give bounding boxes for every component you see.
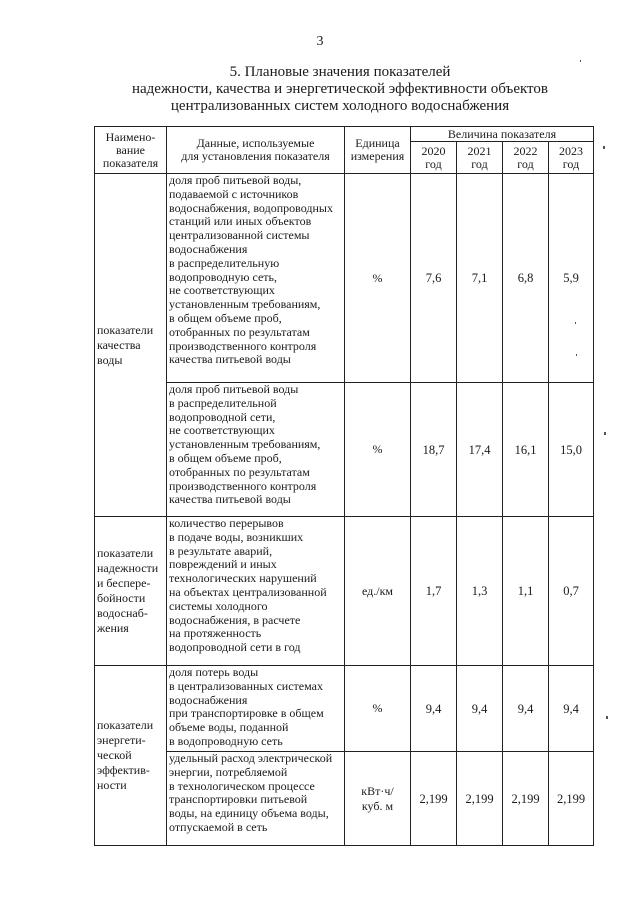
table-row bbox=[95, 383, 594, 517]
table-row bbox=[95, 752, 594, 846]
scan-speck bbox=[603, 146, 605, 149]
table-heading bbox=[90, 64, 590, 115]
row-data-description: доля потерь воды в централизованных системах водоснабжения при транспортировке в общем объеме воды, поданной в водопроводную сеть bbox=[167, 666, 345, 752]
header-data-used: Данные, используемые для установления показателя bbox=[167, 127, 345, 174]
row-unit: ед./км bbox=[345, 517, 411, 666]
row-value-2023: 9,4 bbox=[549, 666, 594, 752]
table-row bbox=[95, 666, 594, 752]
row-value-2021: 2,199 bbox=[457, 752, 503, 846]
row-value-2022: 6,8 bbox=[503, 174, 549, 383]
header-year-2021: 2021 год bbox=[457, 142, 503, 174]
group-label-reliability: показатели надежности и беспере- бойности водоснаб- жения bbox=[95, 517, 167, 666]
header-indicator-name: Наимено- вание показателя bbox=[95, 127, 167, 174]
table-row bbox=[95, 517, 594, 666]
group-label-water-quality: показатели качества воды bbox=[95, 174, 167, 517]
scan-speck bbox=[606, 716, 608, 719]
row-value-2020: 7,6 bbox=[411, 174, 457, 383]
row-value-2021: 1,3 bbox=[457, 517, 503, 666]
header-indicator-value: Величина показателя bbox=[411, 127, 594, 142]
row-value-2020: 1,7 bbox=[411, 517, 457, 666]
row-value-2023: 15,0 bbox=[549, 383, 594, 517]
heading-line-1: 5. Плановые значения показателей bbox=[229, 64, 451, 80]
row-value-2020: 2,199 bbox=[411, 752, 457, 846]
header-year-2022: 2022 год bbox=[503, 142, 549, 174]
scan-speck bbox=[576, 354, 577, 356]
row-value-2022: 2,199 bbox=[503, 752, 549, 846]
heading-line-2: надежности, качества и энергетической эффективности объектов bbox=[131, 81, 548, 97]
page-number: 3 bbox=[316, 34, 324, 49]
header-year-2020: 2020 год bbox=[411, 142, 457, 174]
row-data-description: удельный расход электрической энергии, потребляемой в технологическом процессе транспортировки питьевой воды, на единицу объема воды, отпускаемой в сеть bbox=[167, 752, 345, 846]
row-data-description: доля проб питьевой воды, подаваемой с источников водоснабжения, водопроводных станций или иных объектов централизованной системы водоснабжения в распределительную водопроводную сеть, не соответствующих установленным требованиям, в общем объеме проб, отобранных по результатам производственного контроля качества питьевой воды bbox=[167, 174, 345, 383]
header-year-2023: 2023 год bbox=[549, 142, 594, 174]
scan-speck bbox=[580, 60, 581, 62]
scan-speck bbox=[575, 322, 576, 324]
row-value-2022: 1,1 bbox=[503, 517, 549, 666]
row-value-2020: 9,4 bbox=[411, 666, 457, 752]
row-unit: % bbox=[345, 174, 411, 383]
row-data-description: количество перерывов в подаче воды, возникших в результате аварий, повреждений и иных технологических нарушений на объектах централизованной системы холодного водоснабжения, в расчете на протяженность водопроводной сети в год bbox=[167, 517, 345, 666]
row-unit: % bbox=[345, 666, 411, 752]
indicators-table bbox=[94, 126, 594, 846]
row-value-2022: 9,4 bbox=[503, 666, 549, 752]
group-label-energy-efficiency: показатели энергети- ческой эффектив- ности bbox=[95, 666, 167, 846]
row-value-2023: 5,9 bbox=[549, 174, 594, 383]
row-value-2022: 16,1 bbox=[503, 383, 549, 517]
row-value-2021: 17,4 bbox=[457, 383, 503, 517]
row-value-2021: 7,1 bbox=[457, 174, 503, 383]
row-unit: кВт·ч/ куб. м bbox=[345, 752, 411, 846]
heading-line-3: централизованных систем холодного водоснабжения bbox=[170, 98, 510, 114]
scan-speck bbox=[604, 432, 606, 435]
row-value-2020: 18,7 bbox=[411, 383, 457, 517]
row-data-description: доля проб питьевой воды в распределительной водопроводной сети, не соответствующих установленным требованиям, в общем объеме проб, отобранных по результатам производственного контроля качества питьевой воды bbox=[167, 383, 345, 517]
row-value-2023: 2,199 bbox=[549, 752, 594, 846]
row-value-2021: 9,4 bbox=[457, 666, 503, 752]
row-unit: % bbox=[345, 383, 411, 517]
table-row bbox=[95, 174, 594, 383]
row-value-2023: 0,7 bbox=[549, 517, 594, 666]
header-unit: Единица измерения bbox=[345, 127, 411, 174]
